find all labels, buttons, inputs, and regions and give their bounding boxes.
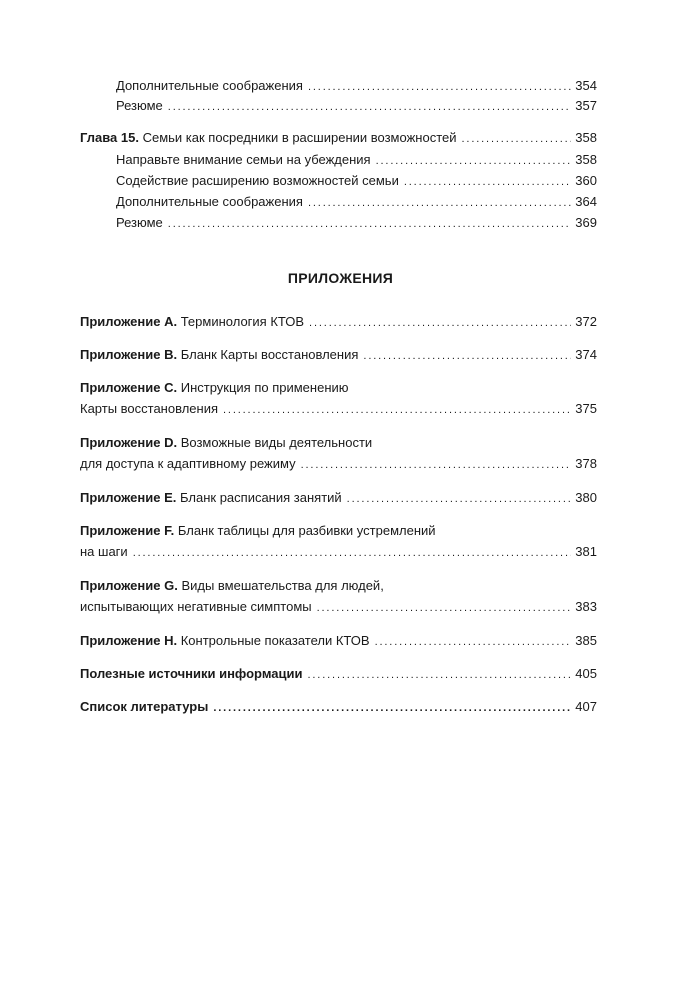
toc-page-number: 380 [575, 490, 597, 505]
toc-page-number: 385 [575, 633, 597, 648]
toc-page-number: 372 [575, 314, 597, 329]
appendix-entry[interactable] [80, 489, 597, 508]
appendix-entry[interactable] [80, 400, 597, 419]
dot-leader [213, 700, 571, 717]
appendix-heading [80, 313, 304, 330]
toc-entry-label: Резюме [116, 98, 163, 113]
appendix-prefix: Приложение H. [80, 633, 178, 648]
appendix-title: Возможные виды деятельности [180, 435, 373, 450]
dot-leader [308, 195, 571, 212]
appendix-title-continued: для доступа к адаптивному режиму [80, 456, 296, 471]
dot-leader [363, 348, 571, 365]
bibliography-entry[interactable] [80, 698, 597, 717]
toc-page-number: 381 [575, 544, 597, 559]
appendix-title: Бланк Карты восстановления [180, 347, 359, 362]
appendix-heading [80, 632, 370, 649]
appendix-heading [80, 489, 342, 506]
toc-entry-label: Резюме [116, 215, 163, 230]
dot-leader [376, 153, 572, 170]
toc-page-number: 358 [575, 152, 597, 167]
dot-leader [347, 491, 572, 508]
appendix-entry[interactable] [80, 632, 597, 651]
toc-entry[interactable] [116, 172, 597, 191]
toc-page-number: 364 [575, 194, 597, 209]
toc-entry[interactable] [116, 193, 597, 212]
dot-leader [404, 174, 571, 191]
useful-sources-label: Полезные источники информации [80, 666, 303, 681]
dot-leader [223, 402, 571, 419]
toc-page-number: 383 [575, 599, 597, 614]
dot-leader [168, 216, 572, 233]
appendix-heading [80, 346, 358, 363]
dot-leader [133, 545, 572, 562]
appendices-heading: ПРИЛОЖЕНИЯ [287, 270, 394, 286]
dot-leader [462, 131, 572, 148]
toc-page-number: 375 [575, 401, 597, 416]
toc-page-number: 357 [575, 98, 597, 113]
toc-page-number: 405 [575, 666, 597, 681]
toc-entry-label: Дополнительные соображения [116, 78, 303, 93]
appendix-title: Виды вмешательства для людей, [181, 578, 384, 593]
toc-chapter-entry[interactable] [80, 129, 597, 148]
appendix-entry[interactable] [80, 598, 597, 617]
appendix-prefix: Приложение C. [80, 380, 178, 395]
dot-leader [301, 457, 572, 474]
dot-leader [375, 634, 572, 651]
appendix-title: Инструкция по применению [180, 380, 349, 395]
toc-page-number: 407 [575, 699, 597, 714]
dot-leader [309, 315, 571, 332]
dot-leader [168, 99, 572, 116]
appendix-entry[interactable] [80, 455, 597, 474]
appendix-heading-line[interactable] [80, 577, 384, 594]
bibliography-label: Список литературы [80, 699, 209, 714]
appendix-entry[interactable] [80, 543, 597, 562]
appendix-heading-line[interactable] [80, 522, 436, 539]
appendix-prefix: Приложение B. [80, 347, 178, 362]
appendix-prefix: Приложение F. [80, 523, 175, 538]
toc-entry[interactable] [116, 214, 597, 233]
chapter-heading [80, 129, 457, 146]
appendix-prefix: Приложение A. [80, 314, 178, 329]
toc-page-number: 354 [575, 78, 597, 93]
dot-leader [307, 667, 571, 684]
appendix-title: Бланк таблицы для разбивки устремлений [177, 523, 436, 538]
dot-leader [317, 600, 572, 617]
appendix-heading-line[interactable] [80, 434, 372, 451]
appendix-entry[interactable] [80, 313, 597, 332]
toc-page-number: 378 [575, 456, 597, 471]
useful-sources-entry[interactable] [80, 665, 597, 684]
toc-page-number: 358 [575, 130, 597, 145]
toc-entry[interactable] [116, 77, 597, 96]
appendix-entry[interactable] [80, 346, 597, 365]
dot-leader [308, 79, 571, 96]
appendix-heading-line[interactable] [80, 379, 349, 396]
chapter-title: Семьи как посредники в расширении возможностей [142, 130, 457, 145]
toc-entry-label: Содействие расширению возможностей семьи [116, 173, 399, 188]
toc-page-number: 374 [575, 347, 597, 362]
appendix-prefix: Приложение D. [80, 435, 178, 450]
appendix-title-continued: испытывающих негативные симптомы [80, 599, 312, 614]
appendix-title: Бланк расписания занятий [180, 490, 342, 505]
appendix-title-continued: на шаги [80, 544, 128, 559]
chapter-prefix: Глава 15. [80, 130, 139, 145]
toc-page-number: 360 [575, 173, 597, 188]
toc-entry[interactable] [116, 151, 597, 170]
appendix-prefix: Приложение E. [80, 490, 177, 505]
toc-entry[interactable] [116, 97, 597, 116]
toc-page-number: 369 [575, 215, 597, 230]
appendix-title-continued: Карты восстановления [80, 401, 218, 416]
appendix-prefix: Приложение G. [80, 578, 178, 593]
toc-entry-label: Дополнительные соображения [116, 194, 303, 209]
toc-entry-label: Направьте внимание семьи на убеждения [116, 152, 371, 167]
appendix-title: Контрольные показатели КТОВ [180, 633, 370, 648]
appendix-title: Терминология КТОВ [180, 314, 305, 329]
